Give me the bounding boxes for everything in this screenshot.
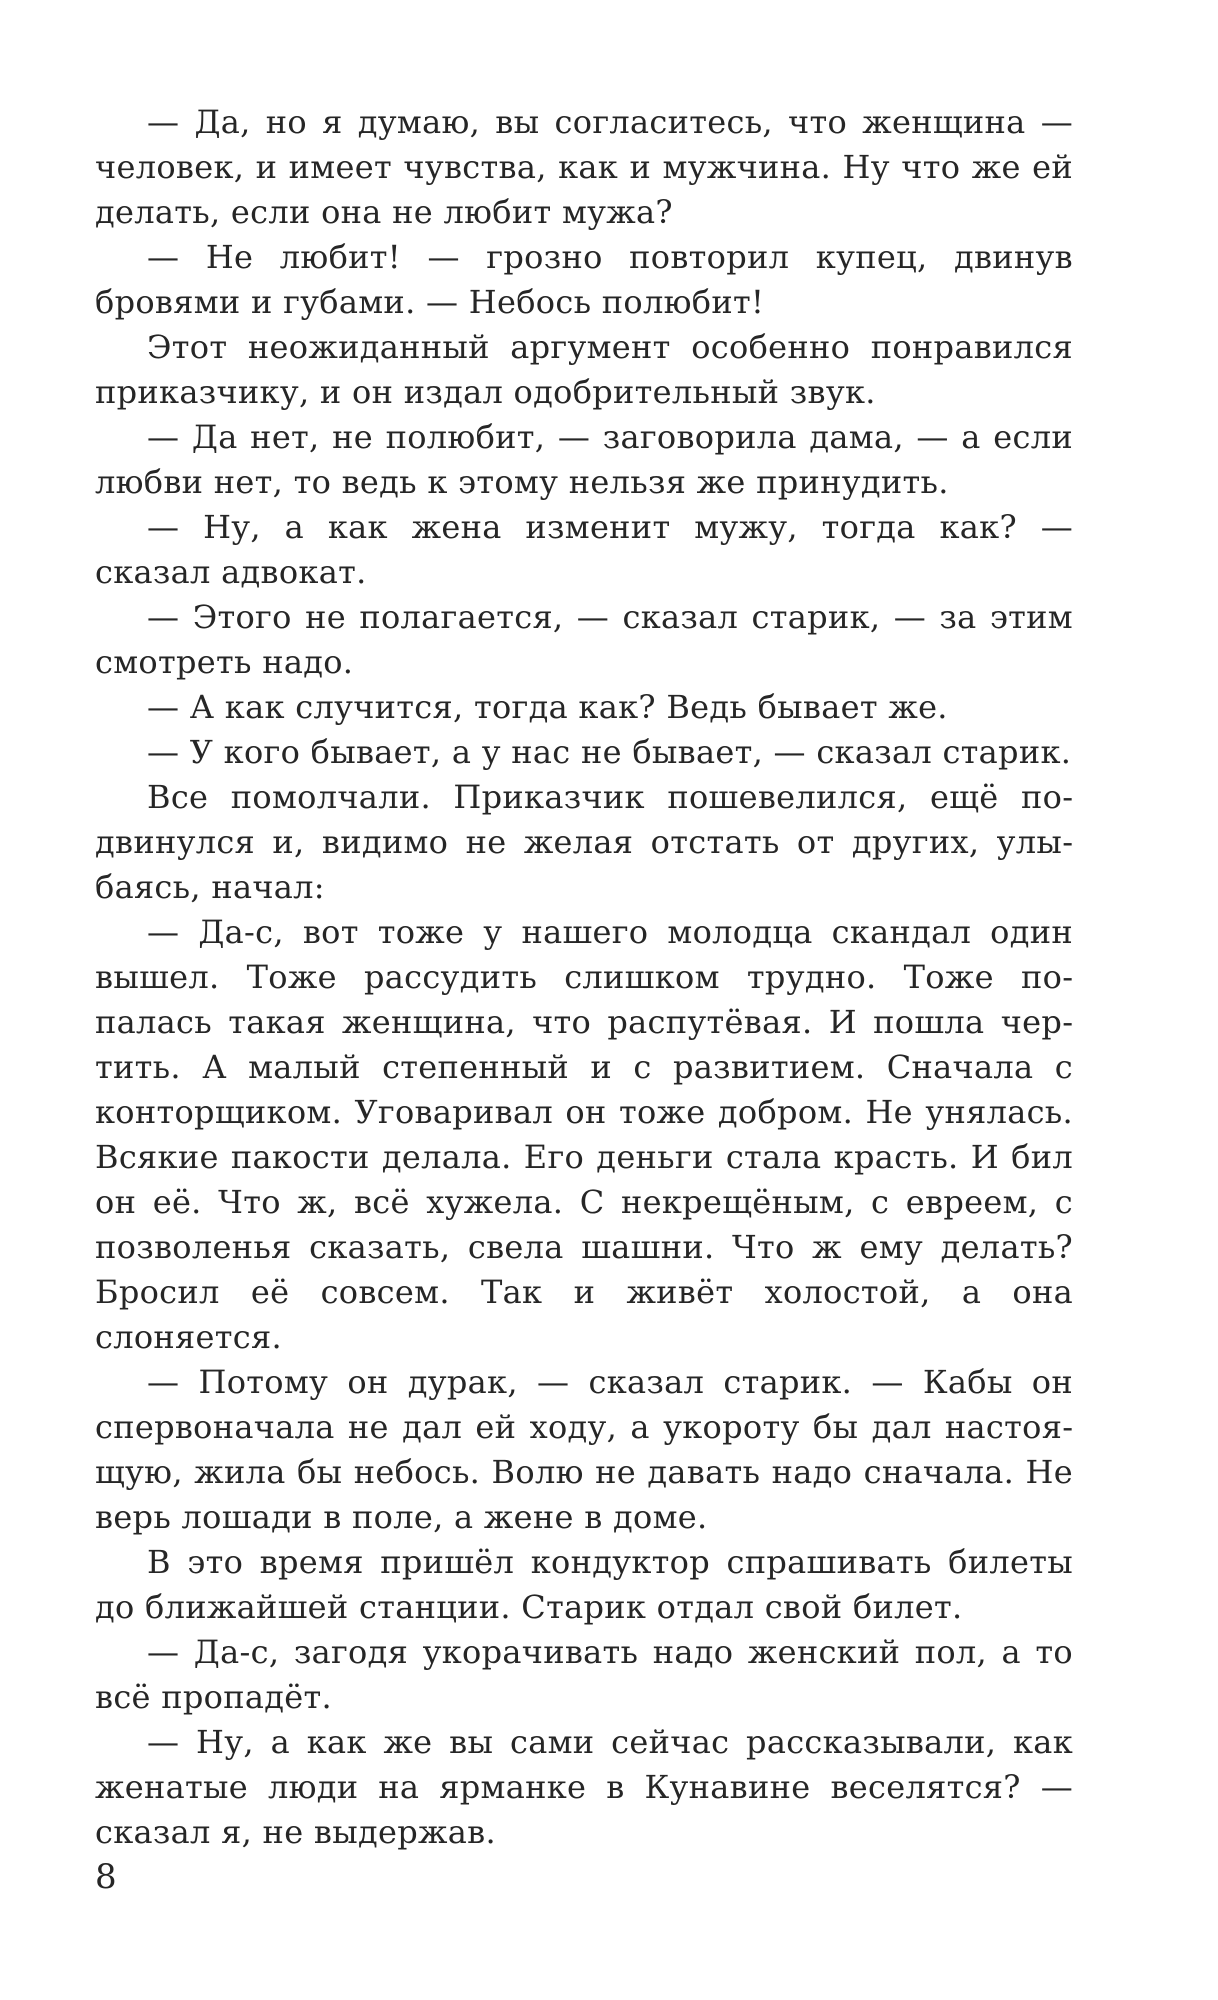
page-number: 8 xyxy=(95,1857,117,1897)
paragraph: — Да, но я думаю, вы согласитесь, что женщина — человек, и имеет чувства, как и мужчина. Ну что же ей делать, если она не любит мужа? xyxy=(95,103,1073,231)
paragraph: — Да нет, не полюбит, — заговорила дама, — а если любви нет, то ведь к этому нельзя же принудить. xyxy=(95,418,1073,501)
paragraph: — У кого бывает, а у нас не бывает, — сказал старик. xyxy=(147,733,1072,771)
paragraph: — Не любит! — грозно повторил купец, двинув бровями и губами. — Небось полюбит! xyxy=(95,238,1073,321)
paragraph: Этот неожиданный аргумент особенно понравился приказчику, и он издал одобрительный звук. xyxy=(95,328,1073,411)
paragraph: — Да-с, вот тоже у нашего молодца скандал один вышел. Тоже рассудить слишком трудно. Тоже попалась такая женщина, что распутёвая. И пошла чертить. А малый степенный и с развитием. Сначала с конторщиком. Уговаривал он тоже добром. Не унялась. Всякие пакости делала. Его деньги стала красть. И бил он её. Что ж, всё хужела. С некрещёным, с евреем, с позволенья сказать, свела шашни. Что ж ему делать? Бросил её совсем. Так и живёт холостой, а она слоняется. xyxy=(95,913,1073,1356)
paragraph: — Потому он дурак, — сказал старик. — Кабы он спервоначала не дал ей ходу, а укороту бы дал настоящую, жила бы небось. Волю не давать надо сначала. Не верь лошади в поле, а жене в доме. xyxy=(95,1363,1073,1536)
paragraph: — Ну, а как же вы сами сейчас рассказывали, как женатые люди на ярманке в Кунавине веселятся? — сказал я, не выдержав. xyxy=(95,1723,1073,1851)
page-body xyxy=(95,100,1073,1855)
paragraph: В это время пришёл кондуктор спрашивать билеты до ближайшей станции. Старик отдал свой билет. xyxy=(95,1543,1073,1626)
paragraph: — Да-с, загодя укорачивать надо женский пол, а то всё пропадёт. xyxy=(95,1633,1073,1716)
paragraph: — А как случится, тогда как? Ведь бывает же. xyxy=(147,688,948,726)
paragraph: — Ну, а как жена изменит мужу, тогда как? — сказал адвокат. xyxy=(95,508,1073,591)
paragraph: Все помолчали. Приказчик пошевелился, ещё подвинулся и, видимо не желая отстать от других, улыбаясь, начал: xyxy=(95,778,1073,906)
paragraph: — Этого не полагается, — сказал старик, — за этим смотреть надо. xyxy=(95,598,1073,681)
